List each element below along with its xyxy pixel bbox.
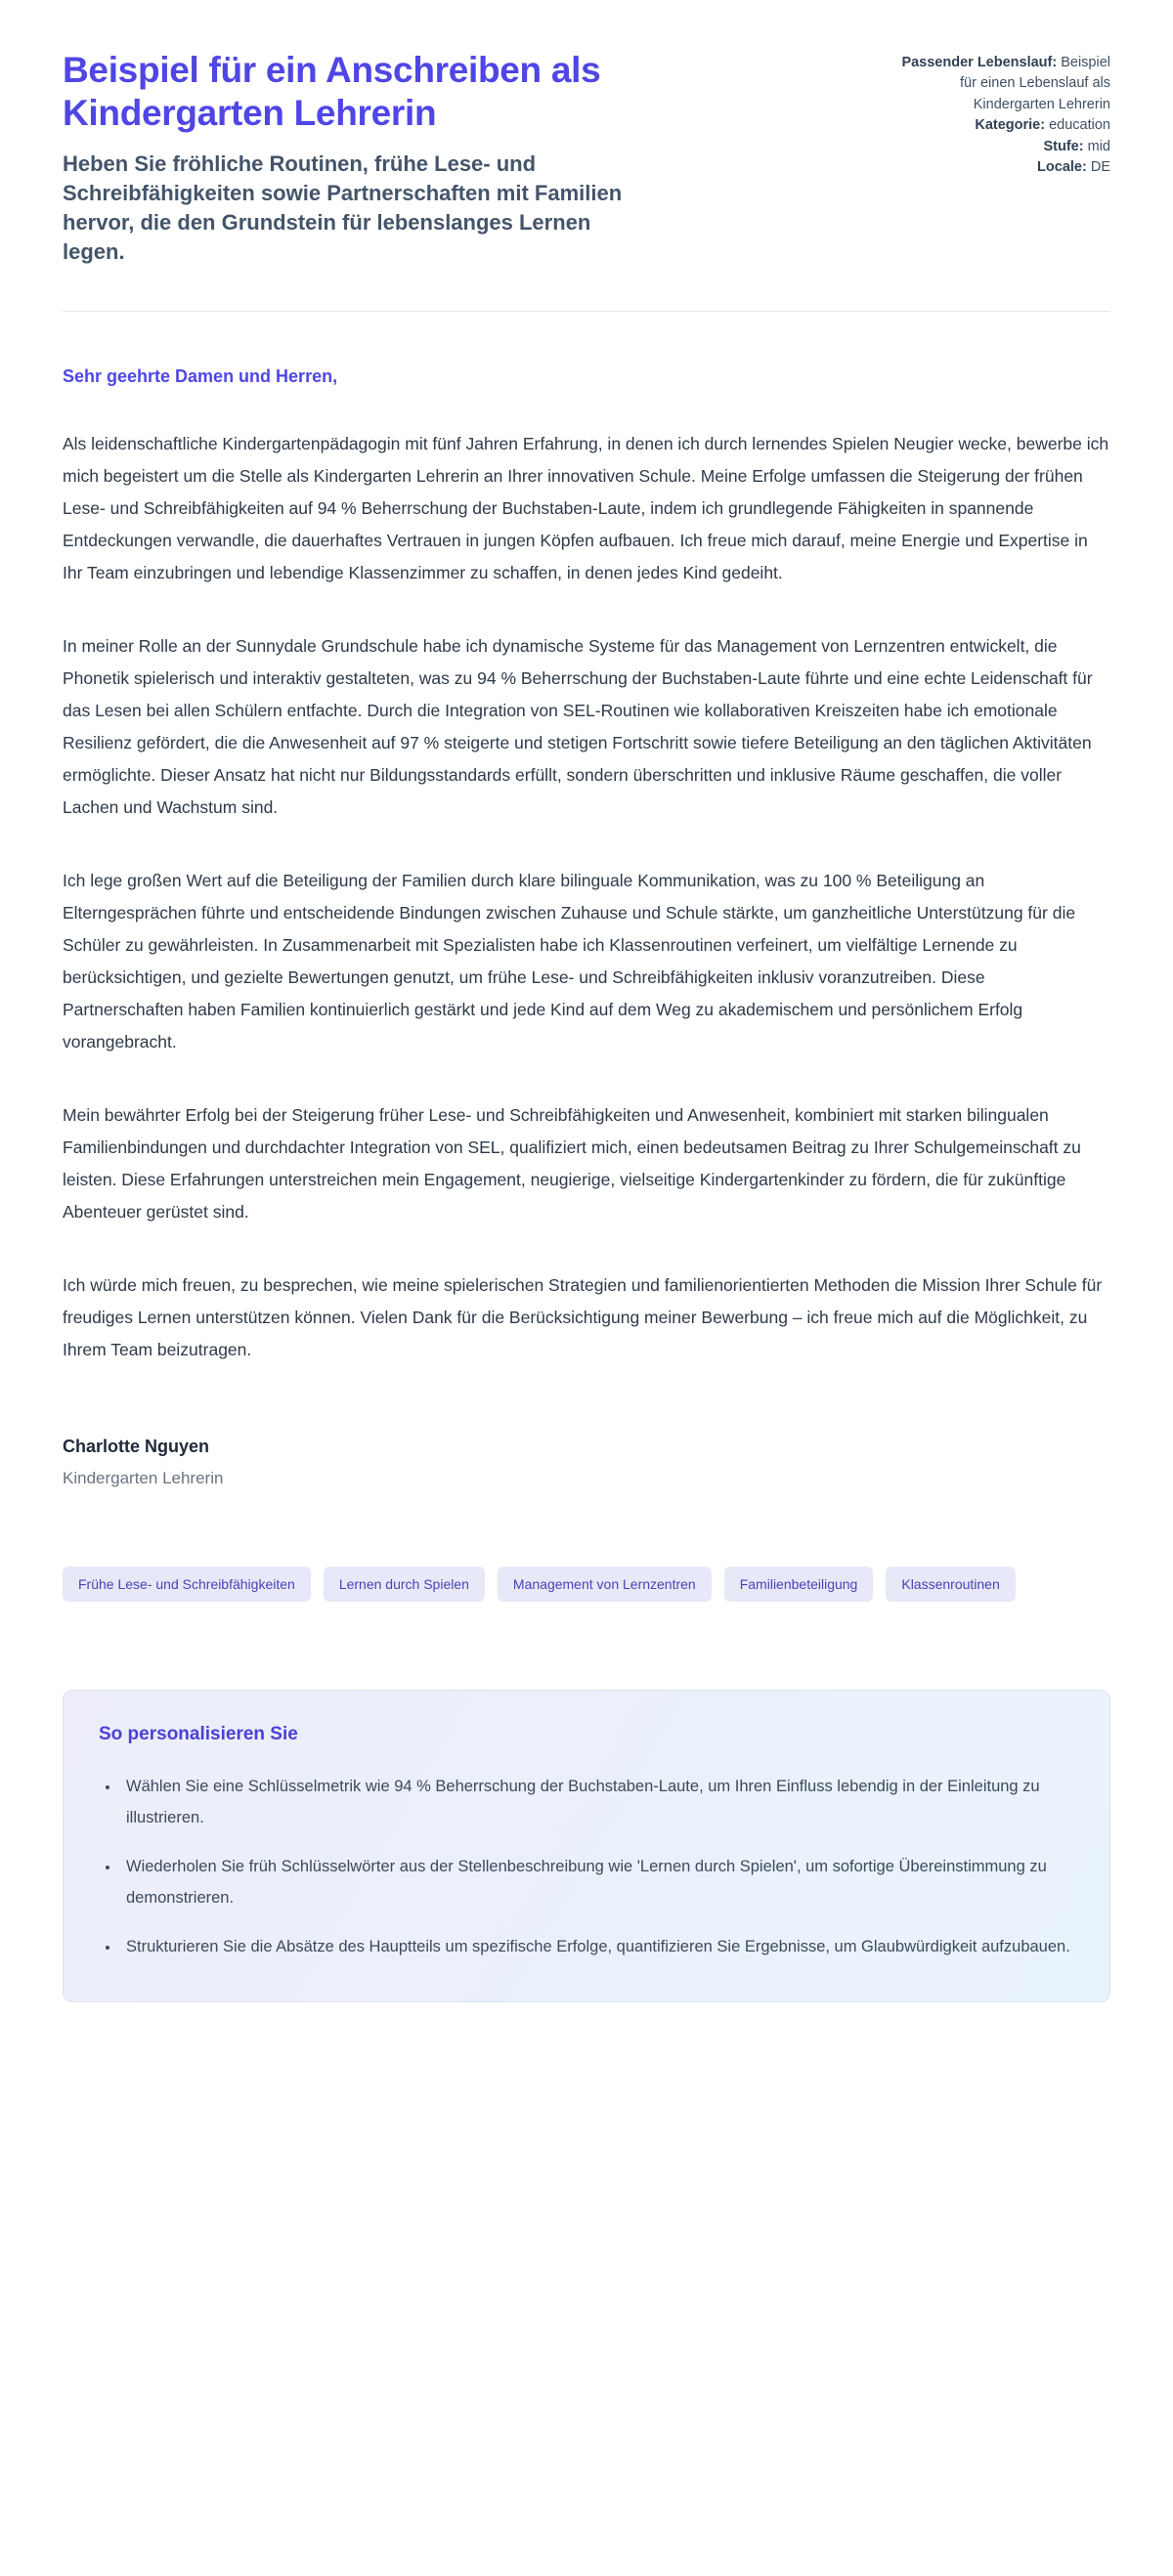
page-header (63, 49, 1110, 266)
callout-tip: • Strukturieren Sie die Absätze des Hauptteils um spezifische Erfolge, quantifizieren Sie Ergebnisse, um Glaubwürdigkeit aufzubauen. (120, 1931, 1074, 1962)
meta-label: Kategorie: (975, 117, 1046, 134)
signature-role: Kindergarten Lehrerin (63, 1469, 224, 1488)
page-container (63, 0, 1110, 2002)
skill-tag: Management von Lernzentren (498, 1567, 712, 1602)
cover-letter (63, 366, 1110, 2002)
meta-row (895, 137, 1110, 157)
meta-label: Locale: (1037, 159, 1087, 176)
salutation: Sehr geehrte Damen und Herren, (63, 366, 338, 387)
meta-value: mid (1087, 138, 1110, 154)
callout-heading: So personalisieren Sie (99, 1724, 298, 1745)
meta-value: education (1049, 117, 1110, 134)
meta-row (895, 53, 1110, 115)
page-subtitle: Heben Sie fröhliche Routinen, frühe Lese- und Schreibfähigkeiten sowie Partnerschaften mit Familien hervor, die den Grundstein für lebenslanges Lernen legen. (63, 150, 623, 264)
document-meta (895, 49, 1110, 179)
meta-label: Passender Lebenslauf: (901, 55, 1058, 70)
meta-row (895, 157, 1110, 178)
personalization-callout (63, 1690, 1110, 2002)
meta-label: Stufe: (1043, 138, 1084, 154)
callout-tip: • Wiederholen Sie früh Schlüsselwörter aus der Stellenbeschreibung wie 'Lernen durch Spielen', um sofortige Übereinstimmung zu demonstrieren. (120, 1851, 1074, 1913)
header-divider (63, 311, 1110, 312)
meta-value: Beispiel für einen Lebenslauf als Kindergarten Lehrerin (960, 55, 1110, 112)
callout-tip-list (99, 1771, 1074, 1962)
letter-paragraph: In meiner Rolle an der Sunnydale Grundschule habe ich dynamische Systeme für das Management von Lernzentren entwickelt, die Phonetik spielerisch und interaktiv gestalteten, was zu 94 % Beherrschung der Buchstaben-Laute führte und eine echte Leidenschaft für das Lesen bei allen Schülern entfachte. Durch die Integration von SEL-Routinen wie kollaborativen Kreiszeiten habe ich emotionale Resilienz gefördert, die die Anwesenheit auf 97 % steigerte und stetigen Fortschritt sowie tiefere Beteiligung an den täglichen Aktivitäten ermöglichte. Dieser Ansatz hat nicht nur Bildungsstandards erfüllt, sondern überschritten und inklusive Räume geschaffen, die voller Lachen und Wachstum sind. (63, 636, 1093, 818)
header-title-block (63, 49, 895, 266)
meta-value: DE (1090, 159, 1110, 176)
letter-body (63, 428, 1110, 1366)
meta-row (895, 115, 1110, 136)
letter-paragraph: Ich würde mich freuen, zu besprechen, wie meine spielerischen Strategien und familienorientierten Methoden die Mission Ihrer Schule für freudiges Lernen unterstützen können. Vielen Dank für die Berücksichtigung meiner Bewerbung – ich freue mich auf die Möglichkeit, zu Ihrem Team beizutragen. (63, 1275, 1103, 1360)
skill-tag: Klassenroutinen (886, 1567, 1015, 1602)
skill-tag: Lernen durch Spielen (324, 1567, 485, 1602)
letter-paragraph: Ich lege großen Wert auf die Beteiligung der Familien durch klare bilinguale Kommunikation, was zu 100 % Beteiligung an Elterngesprächen führte und entscheidende Bindungen zwischen Zuhause und Schule stärkte, um ganzheitliche Unterstützung für die Schüler zu gewährleisten. In Zusammenarbeit mit Spezialisten habe ich Klassenroutinen verfeinert, um vielfältige Lernende zu berücksichtigen, und gezielte Bewertungen genutzt, um frühe Lese- und Schreibfähigkeiten inklusiv voranzutreiben. Diese Partnerschaften haben Familien kontinuierlich gestärkt und jede Kind auf dem Weg zu akademischem und persönlichem Erfolg vorangebracht. (63, 871, 1076, 1052)
letter-paragraph: Mein bewährter Erfolg bei der Steigerung früher Lese- und Schreibfähigkeiten und Anwesenheit, kombiniert mit starken bilingualen Familienbindungen und durchdachter Integration von SEL, qualifiziert mich, einen bedeutsamen Beitrag zu Ihrer Schulgemeinschaft zu leisten. Diese Erfahrungen unterstreichen mein Engagement, neugierige, vielseitige Kindergartenkinder zu fördern, die für zukünftige Abenteuer gerüstet sind. (63, 1105, 1081, 1223)
callout-tip: • Wählen Sie eine Schlüsselmetrik wie 94 % Beherrschung der Buchstaben-Laute, um Ihren Einfluss lebendig in der Einleitung zu illustrieren. (120, 1771, 1074, 1833)
signature-name: Charlotte Nguyen (63, 1437, 210, 1457)
page-title: Beispiel für ein Anschreiben als Kindergarten Lehrerin (63, 50, 601, 134)
skill-tag: Frühe Lese- und Schreibfähigkeiten (63, 1567, 311, 1602)
skill-tag: Familienbeteiligung (724, 1567, 874, 1602)
skill-tags (63, 1567, 1110, 1602)
letter-paragraph: Als leidenschaftliche Kindergartenpädagogin mit fünf Jahren Erfahrung, in denen ich durch lernendes Spielen Neugier wecke, bewerbe ich mich begeistert um die Stelle als Kindergarten Lehrerin an Ihrer innovativen Schule. Meine Erfolge umfassen die Steigerung der frühen Lese- und Schreibfähigkeiten auf 94 % Beherrschung der Buchstaben-Laute, indem ich grundlegende Fähigkeiten in spannende Entdeckungen verwandle, die dauerhaftes Vertrauen in jungen Köpfen aufbauen. Ich freue mich darauf, meine Energie und Expertise in Ihr Team einzubringen und lebendige Klassenzimmer zu schaffen, in denen jedes Kind gedeiht. (63, 434, 1109, 583)
